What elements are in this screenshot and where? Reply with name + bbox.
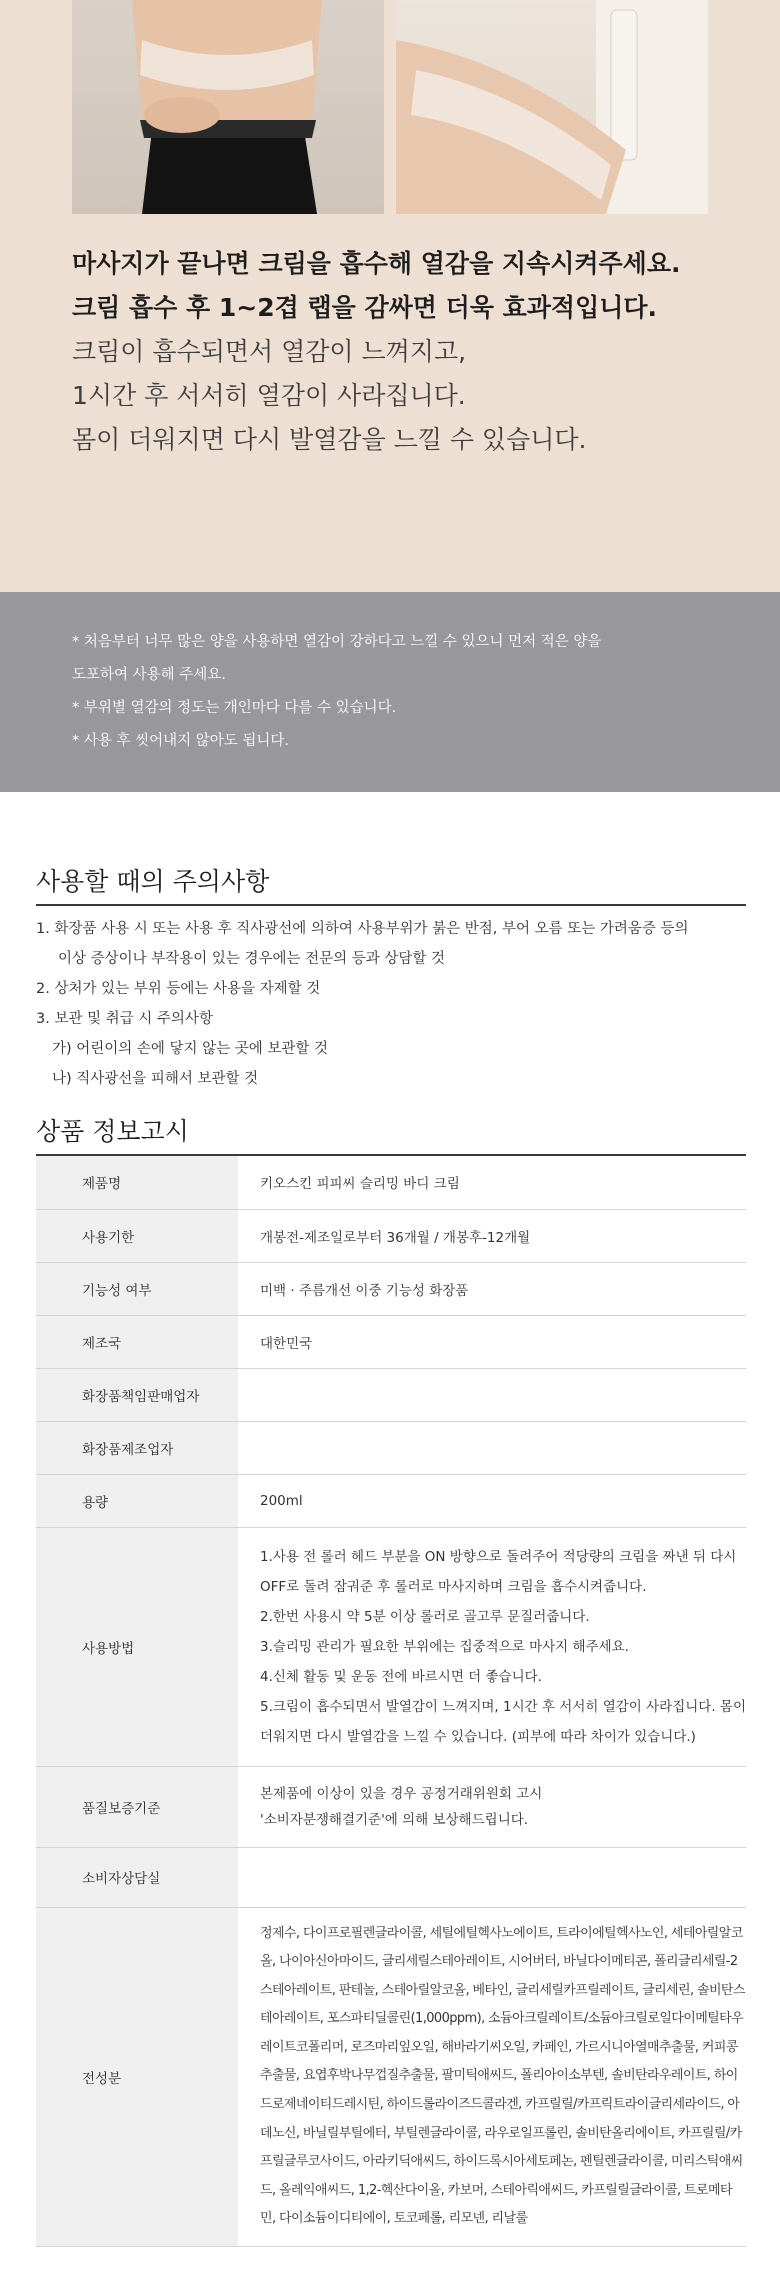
usage-line: OFF로 돌려 잠궈준 후 롤러로 마사지하며 크림을 흡수시켜줍니다. [260,1578,647,1595]
usage-line: 더워지면 다시 발열감을 느낄 수 있습니다. (피부에 따라 차이가 있습니다.) [260,1728,696,1745]
quality-line: '소비자분쟁해결기준'에 의해 보상해드립니다. [260,1811,529,1828]
caution-item: 이상 증상이나 부작용이 있는 경우에는 전문의 등과 상담할 것 [58,951,446,967]
hero-line-3: 몸이 더워지면 다시 발열감을 느낄 수 있습니다. [72,425,587,454]
hero-description [72,242,722,462]
caution-item: 2. 상처가 있는 부위 등에는 사용을 자제할 것 [36,981,321,997]
hero-line-2: 1시간 후 서서히 열감이 사라집니다. [72,381,466,410]
row-value: 200ml [238,1474,746,1527]
caution-item: 1. 화장품 사용 시 또는 사용 후 직사광선에 의하여 사용부위가 붉은 반점, 부어 오름 또는 가려움증 등의 [36,921,689,937]
usage-method-value [238,1527,746,1766]
ingredients-text: 정제수, 다이프로필렌글라이콜, 세틸에틸헥사노에이트, 트라이에틸헥사노인, 세테아릴알코올, 나이아신아마이드, 글리세릴스테아레이트, 시어버터, 바닐다이메티콘, 폴리글리세릴-2스테아레이트, 판테놀, 스테아릴알코올, 베타인, 글리세릴카프릴레이트, 글리세린, 솔비탄스테아레이트, 포스파티딜콜린(1,000ppm), 소듐아크릴레이트/소듐아크릴로일다이메틸타우레이트코폴리머, 로즈마리잎오일, 해바라기씨오일, 카페인, 가르시니아열매추출물, 커피콩추출물, 요엽후박나무껍질추출물, 팔미틱애씨드, 폴리아이소부텐, 솔비탄라우레이트, 하이드로제네이티드레시틴, 하이드롤라이즈드콜라겐, 카프릴릴/카프릭트라이글리세라이드, 아데노신, 바닐릴부틸에터, 부틸렌글라이콜, 라우로일프롤린, 솔비탄올리에이트, 카프릴릴/카프릴글루코사이드, 아라키딕애씨드, 하이드록시아세토페논, 펜틸렌글라이콜, 미리스틱애씨드, 올레익애씨드, 1,2-헥산다이올, 카보머, 스테아릭애씨드, 카프릴릴글라이콜, 트로메타민, 다이소듐이디티에이, 토코페롤, 리모넨, 리날룰 [260,1925,745,2227]
waist-wrap-illustration [72,0,384,214]
row-key: 제품명 [36,1156,238,1209]
usage-line: 2.한번 사용시 약 5분 이상 롤러로 골고루 문질러줍니다. [260,1608,590,1625]
row-value [238,1368,746,1421]
caution-section [36,862,746,1094]
usage-line: 5.크림이 흡수되면서 발열감이 느껴지며, 1시간 후 서서히 열감이 사라집니다. 몸이 [260,1698,746,1715]
table-row-usage [36,1527,746,1766]
usage-line: 4.신체 활동 및 운동 전에 바르시면 더 좋습니다. [260,1668,542,1685]
row-value: 키오스킨 피피씨 슬리밍 바디 크림 [238,1156,746,1209]
table-row [36,1847,746,1907]
row-key: 사용방법 [36,1527,238,1766]
caution-title: 사용할 때의 주의사항 [36,862,746,906]
hero-line-1: 크림이 흡수되면서 열감이 느껴지고, [72,337,467,366]
table-row [36,1421,746,1474]
usage-line: 1.사용 전 롤러 헤드 부분을 ON 방향으로 돌려주어 적당량의 크림을 짜낸 뒤 다시 [260,1548,737,1565]
table-row [36,1209,746,1262]
row-key: 화장품제조업자 [36,1421,238,1474]
note-1: * 처음부터 너무 많은 양을 사용하면 열감이 강하다고 느낄 수 있으니 먼저 적은 양을 [72,634,602,650]
note-1-cont: 도포하여 사용해 주세요. [72,667,226,683]
table-row [36,1156,746,1209]
row-key: 용량 [36,1474,238,1527]
note-2: * 부위별 열감의 정도는 개인마다 다를 수 있습니다. [72,700,397,716]
caution-list [36,914,746,1094]
caution-item: 나) 직사광선을 피해서 보관할 것 [52,1071,259,1087]
ingredients-value [238,1907,746,2247]
product-info-section [36,1112,746,2247]
row-key: 화장품책임판매업자 [36,1368,238,1421]
hero-section [0,0,780,592]
usage-notes-band [0,592,780,792]
photo-strip [72,0,708,214]
info-title: 상품 정보고시 [36,1112,746,1156]
table-row [36,1368,746,1421]
product-info-table [36,1156,746,2247]
row-value [238,1421,746,1474]
table-row [36,1315,746,1368]
row-value: 개봉전-제조일로부터 36개월 / 개봉후-12개월 [238,1209,746,1262]
table-row-quality [36,1766,746,1847]
hero-bold-line-2: 크림 흡수 후 1~2겹 랩을 감싸면 더욱 효과적입니다. [72,293,658,322]
row-key: 소비자상담실 [36,1847,238,1907]
thigh-wrap-illustration [396,0,708,214]
table-row-ingredients [36,1907,746,2247]
note-3: * 사용 후 씻어내지 않아도 됩니다. [72,733,289,749]
caution-item: 가) 어린이의 손에 닿지 않는 곳에 보관할 것 [52,1041,329,1057]
quality-line: 본제품에 이상이 있을 경우 공정거래위원회 고시 [260,1785,543,1802]
row-key: 품질보증기준 [36,1766,238,1847]
row-key: 기능성 여부 [36,1262,238,1315]
row-value: 대한민국 [238,1315,746,1368]
usage-line: 3.슬리밍 관리가 필요한 부위에는 집중적으로 마사지 해주세요. [260,1638,629,1655]
thigh-wrap-photo [396,0,708,214]
row-value [238,1847,746,1907]
row-value: 미백 · 주름개선 이중 기능성 화장품 [238,1262,746,1315]
row-key: 전성분 [36,1907,238,2247]
row-key: 사용기한 [36,1209,238,1262]
caution-item: 3. 보관 및 취급 시 주의사항 [36,1011,213,1027]
table-row [36,1262,746,1315]
hero-bold-line-1: 마사지가 끝나면 크림을 흡수해 열감을 지속시켜주세요. [72,249,681,278]
quality-value [238,1766,746,1847]
waist-wrap-photo [72,0,384,214]
table-row [36,1474,746,1527]
row-key: 제조국 [36,1315,238,1368]
